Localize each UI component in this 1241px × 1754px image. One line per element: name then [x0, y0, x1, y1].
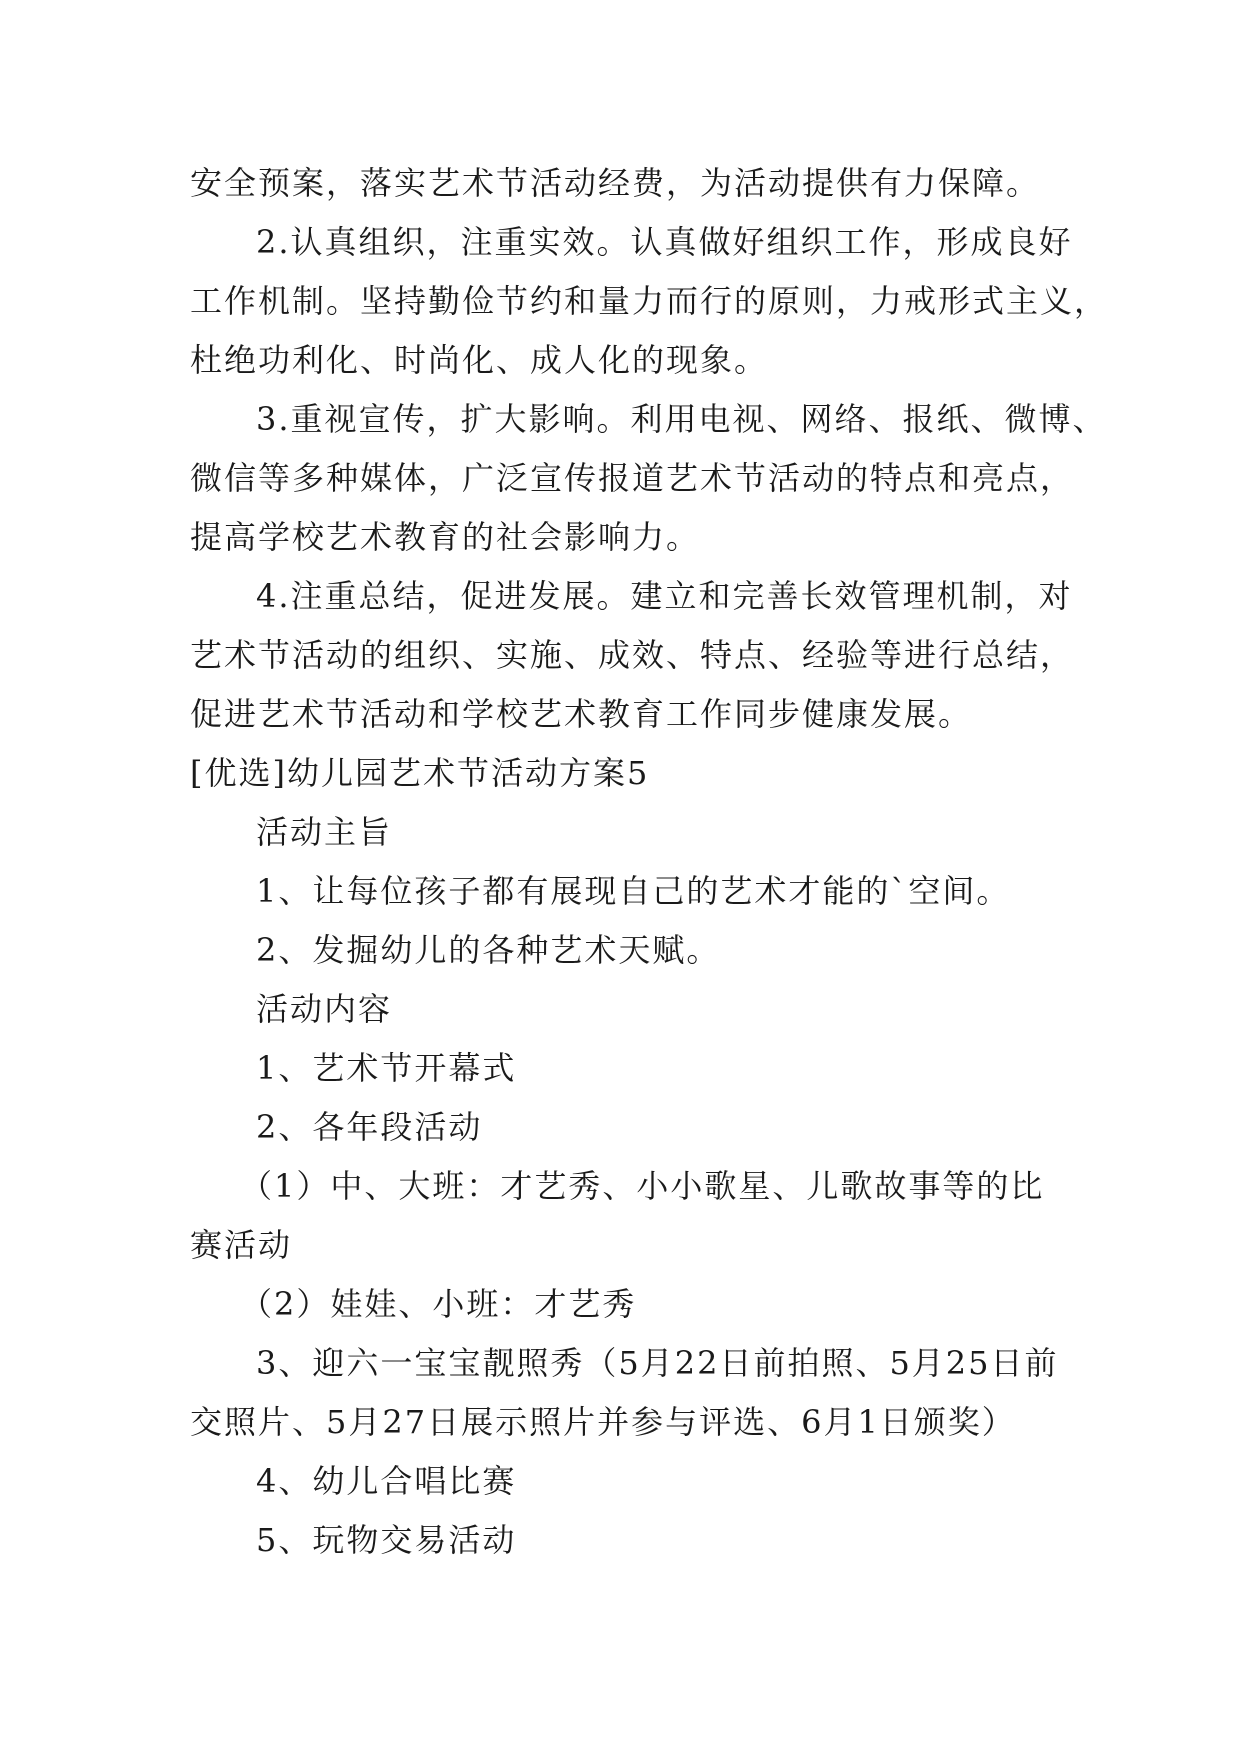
list-item: 1、艺术节开幕式 [256, 1049, 517, 1087]
paragraph-line: 艺术节活动的组织、实施、成效、特点、经验等进行总结， [190, 636, 1075, 674]
list-item: 1、让每位孩子都有展现自己的艺术才能的`空间。 [256, 872, 1011, 910]
list-item: 2、发掘幼儿的各种艺术天赋。 [256, 931, 721, 969]
paragraph-line: 2.认真组织，注重实效。认真做好组织工作，形成良好 [256, 223, 1073, 261]
list-item: 4、幼儿合唱比赛 [256, 1462, 517, 1500]
list-item: 3、迎六一宝宝靓照秀（5月22日前拍照、5月25日前 [256, 1344, 1059, 1382]
paragraph-line: 安全预案，落实艺术节活动经费，为活动提供有力保障。 [190, 164, 1041, 202]
list-item: 5、玩物交易活动 [256, 1521, 517, 1559]
paragraph-line: 微信等多种媒体，广泛宣传报道艺术节活动的特点和亮点， [190, 459, 1075, 497]
list-item-continuation: 交照片、5月27日展示照片并参与评选、6月1日颁奖） [190, 1403, 1016, 1441]
subheading: 活动内容 [256, 990, 393, 1028]
subheading: 活动主旨 [256, 813, 393, 851]
paragraph-line: 杜绝功利化、时尚化、成人化的现象。 [190, 341, 769, 379]
paragraph-line: 4.注重总结，促进发展。建立和完善长效管理机制，对 [256, 577, 1073, 615]
paragraph-line: 提高学校艺术教育的社会影响力。 [190, 518, 701, 556]
list-item: （2）娃娃、小班：才艺秀 [240, 1285, 637, 1323]
section-heading: [优选]幼儿园艺术节活动方案5 [190, 754, 650, 792]
paragraph-line: 促进艺术节活动和学校艺术教育工作同步健康发展。 [190, 695, 973, 733]
list-item: （1）中、大班：才艺秀、小小歌星、儿歌故事等的比 [240, 1167, 1045, 1205]
list-item: 2、各年段活动 [256, 1108, 483, 1146]
paragraph-line: 3.重视宣传，扩大影响。利用电视、网络、报纸、微博、 [256, 400, 1107, 438]
paragraph-line: 工作机制。坚持勤俭节约和量力而行的原则，力戒形式主义， [190, 282, 1109, 320]
list-item-continuation: 赛活动 [190, 1226, 293, 1264]
